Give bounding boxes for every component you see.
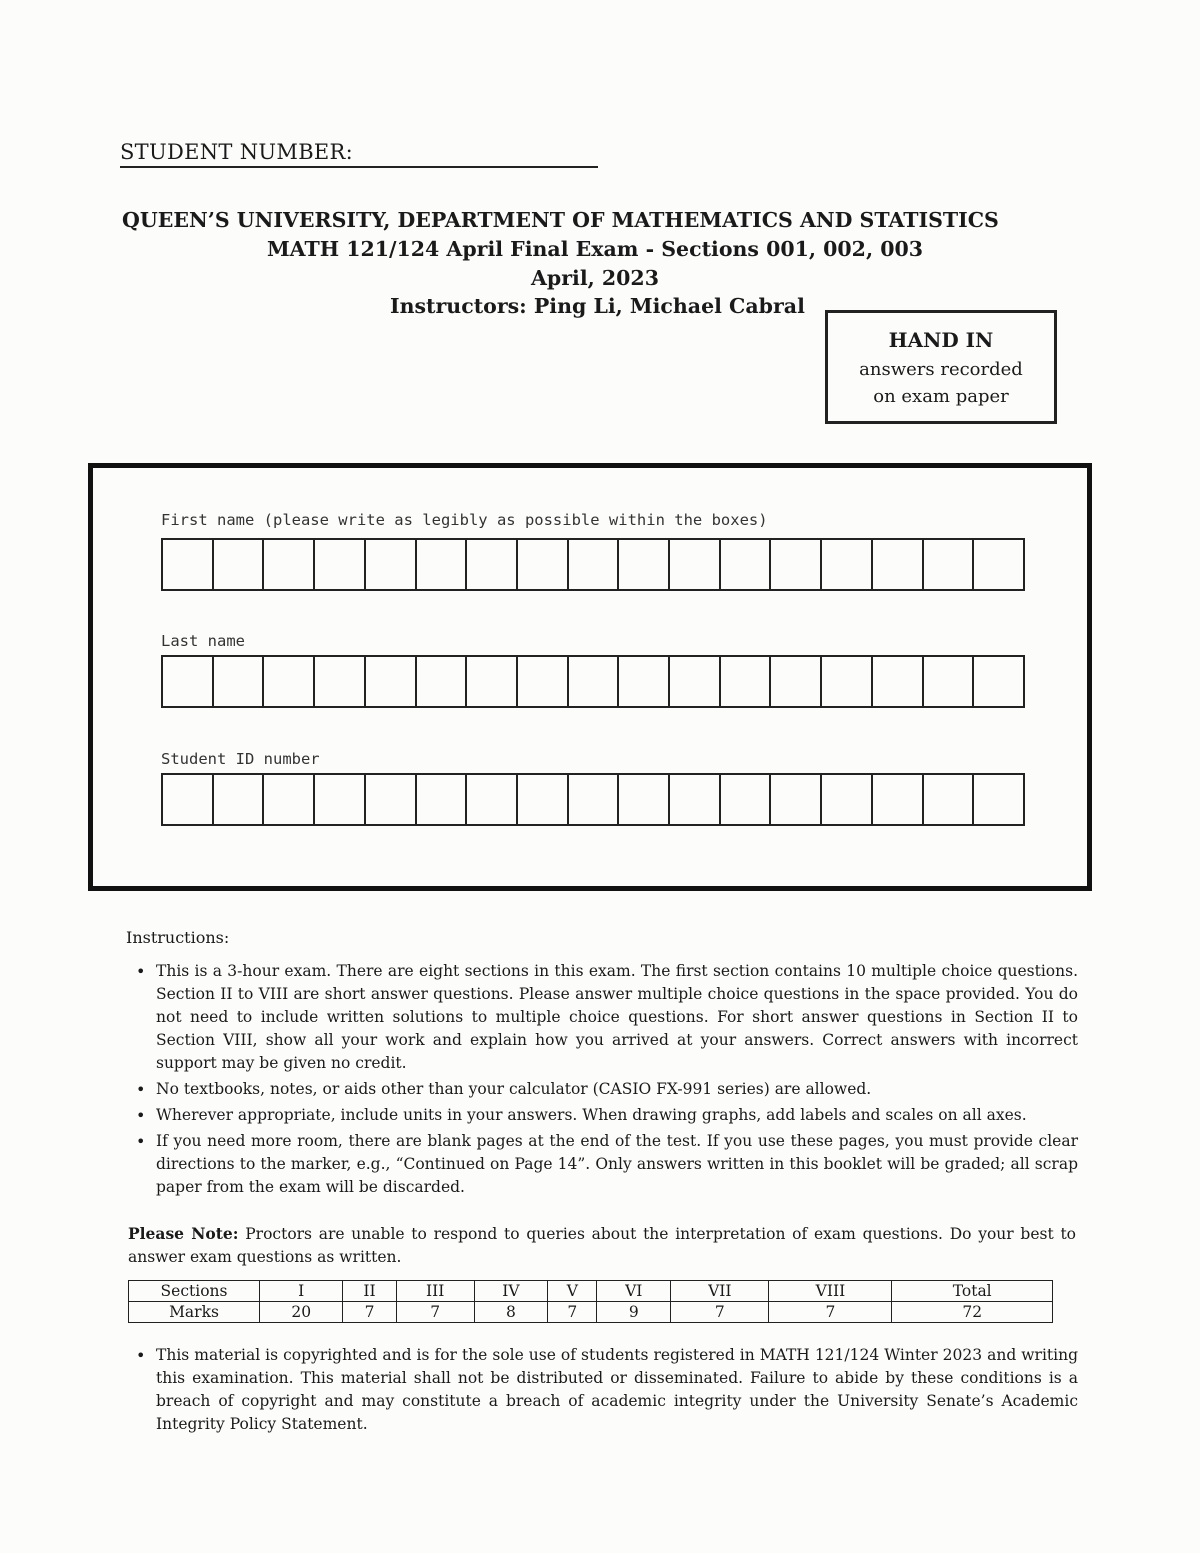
- letter-box[interactable]: [518, 657, 569, 706]
- letter-box[interactable]: [822, 657, 873, 706]
- letter-box[interactable]: [721, 775, 772, 824]
- letter-box[interactable]: [417, 775, 468, 824]
- table-cell: 8: [474, 1302, 548, 1323]
- letter-box[interactable]: [670, 775, 721, 824]
- letter-box[interactable]: [569, 540, 620, 589]
- table-cell: 20: [260, 1302, 343, 1323]
- please-note-label: Please Note:: [128, 1224, 239, 1243]
- letter-box[interactable]: [366, 540, 417, 589]
- table-cell: VIII: [769, 1281, 892, 1302]
- student-id-label: Student ID number: [161, 750, 320, 768]
- letter-box[interactable]: [619, 657, 670, 706]
- hand-in-line1: answers recorded: [859, 359, 1023, 380]
- letter-box[interactable]: [771, 657, 822, 706]
- letter-box[interactable]: [670, 540, 721, 589]
- letter-box[interactable]: [163, 540, 214, 589]
- table-cell: IV: [474, 1281, 548, 1302]
- letter-box[interactable]: [771, 540, 822, 589]
- last-name-boxes[interactable]: [161, 655, 1025, 708]
- letter-box[interactable]: [873, 540, 924, 589]
- first-name-label: First name (please write as legibly as possible within the boxes): [161, 511, 768, 529]
- letter-box[interactable]: [264, 657, 315, 706]
- table-cell: 7: [343, 1302, 396, 1323]
- letter-box[interactable]: [214, 657, 265, 706]
- instructions-title: Instructions:: [126, 928, 230, 947]
- letter-box[interactable]: [315, 775, 366, 824]
- letter-box[interactable]: [822, 775, 873, 824]
- letter-box[interactable]: [264, 540, 315, 589]
- letter-box[interactable]: [315, 540, 366, 589]
- table-cell: II: [343, 1281, 396, 1302]
- letter-box[interactable]: [569, 657, 620, 706]
- letter-box[interactable]: [721, 657, 772, 706]
- copyright-item: • This material is copyrighted and is for the sole use of students registered in MATH 121/124 Winter 2023 and writing this examination. This material shall not be distributed or disseminated. Failure to abide by these conditions is a breach of copyright and may constitute a breach of academic integrity under the University Senate’s Academic Integrity Policy Statement.: [128, 1344, 1078, 1436]
- letter-box[interactable]: [924, 657, 975, 706]
- table-cell: Marks: [129, 1302, 260, 1323]
- exam-date: April, 2023: [531, 266, 659, 290]
- letter-box[interactable]: [873, 775, 924, 824]
- letter-box[interactable]: [873, 657, 924, 706]
- table-cell: 9: [597, 1302, 671, 1323]
- letter-box[interactable]: [163, 775, 214, 824]
- table-cell: V: [548, 1281, 597, 1302]
- letter-box[interactable]: [721, 540, 772, 589]
- student-id-boxes[interactable]: [161, 773, 1025, 826]
- letter-box[interactable]: [974, 540, 1023, 589]
- table-cell: Sections: [129, 1281, 260, 1302]
- letter-box[interactable]: [467, 540, 518, 589]
- please-note-text: Proctors are unable to respond to queries about the interpretation of exam questions. Do your best to answer exam questions as written.: [128, 1225, 1077, 1266]
- letter-box[interactable]: [974, 775, 1023, 824]
- table-cell: I: [260, 1281, 343, 1302]
- course-heading: MATH 121/124 April Final Exam - Sections 001, 002, 003: [266, 237, 924, 261]
- table-row: [129, 1281, 1053, 1302]
- table-cell: VII: [671, 1281, 769, 1302]
- instructions-list: [128, 960, 1078, 1202]
- first-name-boxes[interactable]: [161, 538, 1025, 591]
- letter-box[interactable]: [974, 657, 1023, 706]
- instructors: Instructors: Ping Li, Michael Cabral: [390, 294, 805, 318]
- hand-in-box: [825, 310, 1057, 424]
- letter-box[interactable]: [670, 657, 721, 706]
- letter-box[interactable]: [467, 775, 518, 824]
- table-cell: 7: [548, 1302, 597, 1323]
- table-cell: 7: [671, 1302, 769, 1323]
- letter-box[interactable]: [264, 775, 315, 824]
- instruction-item: • If you need more room, there are blank pages at the end of the test. If you use these pages, you must provide clear directions to the marker, e.g., “Continued on Page 14”. Only answers written in this booklet will be graded; all scrap paper from the exam will be discarded.: [128, 1130, 1078, 1199]
- letter-box[interactable]: [619, 775, 670, 824]
- letter-box[interactable]: [619, 540, 670, 589]
- table-cell: 7: [769, 1302, 892, 1323]
- letter-box[interactable]: [569, 775, 620, 824]
- letter-box[interactable]: [518, 775, 569, 824]
- letter-box[interactable]: [214, 540, 265, 589]
- instruction-item: • Wherever appropriate, include units in your answers. When drawing graphs, add labels and scales on all axes.: [128, 1104, 1078, 1127]
- instruction-item: • No textbooks, notes, or aids other than your calculator (CASIO FX-991 series) are allowed.: [128, 1078, 1078, 1101]
- table-cell: Total: [892, 1281, 1053, 1302]
- letter-box[interactable]: [366, 657, 417, 706]
- letter-box[interactable]: [771, 775, 822, 824]
- student-number-line: [120, 166, 598, 168]
- letter-box[interactable]: [417, 540, 468, 589]
- name-entry-panel: [88, 463, 1092, 891]
- student-number-field[interactable]: [120, 140, 598, 168]
- letter-box[interactable]: [315, 657, 366, 706]
- table-cell: VI: [597, 1281, 671, 1302]
- table-cell: 72: [892, 1302, 1053, 1323]
- last-name-label: Last name: [161, 632, 245, 650]
- hand-in-line2: on exam paper: [873, 386, 1009, 407]
- table-cell: 7: [396, 1302, 474, 1323]
- letter-box[interactable]: [417, 657, 468, 706]
- letter-box[interactable]: [924, 540, 975, 589]
- letter-box[interactable]: [214, 775, 265, 824]
- letter-box[interactable]: [467, 657, 518, 706]
- university-heading: QUEEN’S UNIVERSITY, DEPARTMENT OF MATHEMATICS AND STATISTICS: [122, 208, 999, 232]
- letter-box[interactable]: [924, 775, 975, 824]
- copyright-notice: [128, 1344, 1078, 1439]
- letter-box[interactable]: [163, 657, 214, 706]
- marks-table: [128, 1280, 1053, 1323]
- please-note: [128, 1222, 1076, 1269]
- letter-box[interactable]: [366, 775, 417, 824]
- hand-in-title: HAND IN: [888, 328, 994, 352]
- instruction-item: • This is a 3-hour exam. There are eight sections in this exam. The first section contains 10 multiple choice questions. Section II to VIII are short answer questions. Please answer multiple choice questions in the space provided. You do not need to include written solutions to multiple choice questions. For short answer questions in Section II to Section VIII, show all your work and explain how you arrived at your answers. Correct answers with incorrect support may be given no credit.: [128, 960, 1078, 1075]
- table-row: [129, 1302, 1053, 1323]
- table-cell: III: [396, 1281, 474, 1302]
- letter-box[interactable]: [822, 540, 873, 589]
- student-number-label: STUDENT NUMBER:: [120, 140, 354, 164]
- letter-box[interactable]: [518, 540, 569, 589]
